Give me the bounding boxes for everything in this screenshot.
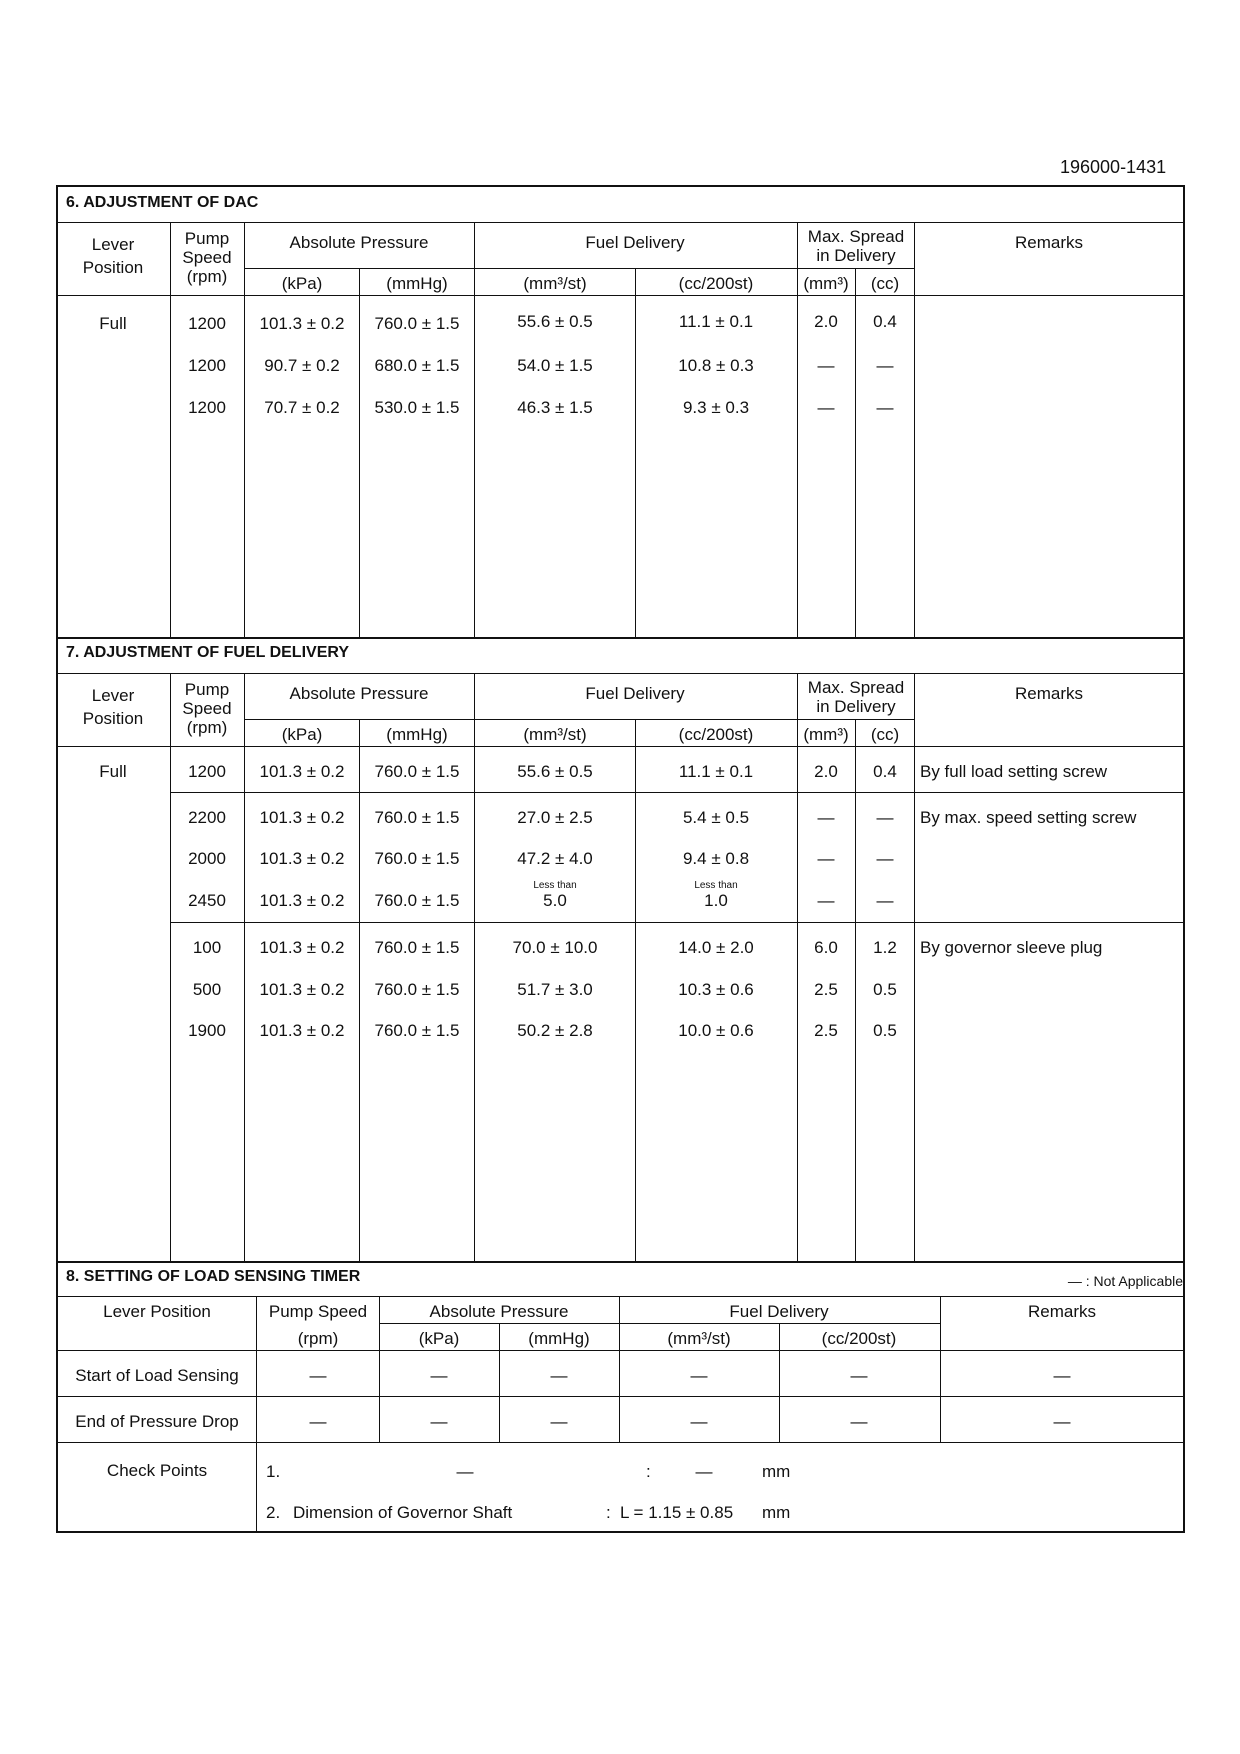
s7-hdr-kpa: (kPa): [281, 725, 323, 744]
table-cell: —: [550, 1366, 568, 1385]
s6-col-line: [855, 268, 856, 637]
check-point-value: L = 1.15 ± 0.85: [620, 1503, 734, 1522]
s8-title-line: [57, 1296, 1184, 1297]
s6-hdr-mm3st: (mm³/st): [523, 274, 587, 293]
table-cell: 2.0: [814, 762, 838, 781]
table-cell: 1200: [188, 398, 226, 417]
table-cell: 10.0 ± 0.6: [678, 1021, 754, 1040]
s8-col-line: [619, 1296, 620, 1442]
table-cell: 5.0: [543, 891, 567, 910]
document-number: 196000-1431: [1060, 157, 1167, 177]
table-cell: 1200: [188, 356, 226, 375]
table-cell: 1.2: [873, 938, 897, 957]
table-cell: —: [850, 1412, 868, 1431]
s6-hdr-mm3: (mm³): [803, 274, 849, 293]
table-cell: 1.0: [704, 891, 728, 910]
s6-hdr-pump-3: (rpm): [186, 267, 228, 286]
table-cell: —: [850, 1366, 868, 1385]
s8-row2-line: [57, 1442, 1184, 1443]
s7-hdr-mmhg: (mmHg): [386, 725, 448, 744]
s6-col-line: [797, 222, 798, 637]
s7-hdr-pump-3: (rpm): [186, 718, 228, 737]
remark-cell: By max. speed setting screw: [920, 808, 1137, 827]
s8-hdr-cc200st: (cc/200st): [821, 1329, 897, 1348]
check-point-value: —: [695, 1462, 713, 1481]
table-cell: 6.0: [814, 938, 838, 957]
table-cell: 101.3 ± 0.2: [259, 938, 345, 957]
s6-hdr-lever-2: Position: [82, 258, 144, 277]
table-cell: —: [876, 398, 894, 417]
s7-col-line: [635, 719, 636, 1261]
table-cell: —: [817, 808, 835, 827]
table-cell: —: [690, 1366, 708, 1385]
s8-hdr-pump: Pump Speed: [268, 1302, 368, 1321]
s8-subheader-line: [379, 1323, 940, 1324]
s7-hdr-spread-1: Max. Spread: [807, 678, 905, 697]
table-cell: 10.8 ± 0.3: [678, 356, 754, 375]
table-cell: 47.2 ± 4.0: [517, 849, 593, 868]
table-cell: 760.0 ± 1.5: [374, 314, 460, 333]
s8-hdr-rpm: (rpm): [297, 1329, 339, 1348]
table-cell: 2.0: [814, 312, 838, 331]
table-cell: 9.4 ± 0.8: [682, 849, 750, 868]
s7-col-line: [170, 673, 171, 1261]
less-than-label: Less than: [533, 880, 577, 891]
s6-col-line: [359, 268, 360, 637]
s8-hdr-fuel-delivery: Fuel Delivery: [729, 1302, 829, 1321]
s7-col-line: [244, 673, 245, 1261]
s7-hdr-remarks: Remarks: [1014, 684, 1084, 703]
s6-col-line: [170, 222, 171, 637]
table-cell: 760.0 ± 1.5: [374, 849, 460, 868]
s6-col-line: [244, 222, 245, 637]
table-cell: 55.6 ± 0.5: [517, 762, 593, 781]
table-cell: 2.5: [814, 980, 838, 999]
table-cell: —: [1053, 1366, 1071, 1385]
table-cell: 101.3 ± 0.2: [259, 980, 345, 999]
table-cell: 14.0 ± 2.0: [678, 938, 754, 957]
s6-col-line: [914, 222, 915, 637]
table-cell: —: [817, 356, 835, 375]
s6-hdr-spread-1: Max. Spread: [807, 227, 905, 246]
s7-end-line: [57, 1261, 1184, 1263]
s8-row-label: End of Pressure Drop: [75, 1412, 239, 1431]
table-cell: 2200: [188, 808, 226, 827]
table-cell: 101.3 ± 0.2: [259, 891, 345, 910]
table-cell: —: [876, 891, 894, 910]
frame-left: [56, 185, 58, 1533]
table-cell: 530.0 ± 1.5: [374, 398, 460, 417]
table-cell: 51.7 ± 3.0: [517, 980, 593, 999]
check-point-num: 1.: [266, 1462, 281, 1481]
table-cell: 760.0 ± 1.5: [374, 980, 460, 999]
s6-col-line: [474, 222, 475, 637]
s8-col-line: [499, 1323, 500, 1442]
table-cell: —: [1053, 1412, 1071, 1431]
table-cell: 760.0 ± 1.5: [374, 808, 460, 827]
s6-hdr-pump-2: Speed: [182, 248, 232, 267]
table-cell: 1900: [188, 1021, 226, 1040]
check-points-label: Check Points: [106, 1461, 208, 1480]
table-cell: 10.3 ± 0.6: [678, 980, 754, 999]
table-cell: 70.7 ± 0.2: [264, 398, 340, 417]
check-point-unit: mm: [762, 1462, 791, 1481]
table-cell: —: [876, 808, 894, 827]
table-cell: 90.7 ± 0.2: [264, 356, 340, 375]
remark-cell: By full load setting screw: [920, 762, 1108, 781]
s7-hdr-abs-pressure: Absolute Pressure: [289, 684, 429, 703]
table-cell: 100: [192, 938, 222, 957]
s7-col-line: [855, 719, 856, 1261]
s6-subheader-line: [244, 268, 915, 269]
table-cell: —: [817, 849, 835, 868]
s7-title-line: [57, 673, 1184, 674]
frame-right: [1183, 185, 1185, 1533]
s6-hdr-cc: (cc): [870, 274, 900, 293]
less-than-label: Less than: [694, 880, 738, 891]
table-cell: —: [817, 398, 835, 417]
table-cell: 101.3 ± 0.2: [259, 849, 345, 868]
s7-hdr-fuel-delivery: Fuel Delivery: [585, 684, 685, 703]
s6-col-line: [635, 268, 636, 637]
s8-hdr-mmhg: (mmHg): [528, 1329, 590, 1348]
s7-group-line: [170, 922, 1184, 923]
s6-hdr-abs-pressure: Absolute Pressure: [289, 233, 429, 252]
s7-lever-value: Full: [99, 762, 127, 781]
s8-col-line: [379, 1296, 380, 1442]
table-cell: 11.1 ± 0.1: [678, 312, 754, 331]
s7-col-line: [359, 719, 360, 1261]
section6-title: 6. ADJUSTMENT OF DAC: [66, 194, 259, 211]
table-cell: —: [550, 1412, 568, 1431]
s7-row1-line: [170, 792, 1184, 793]
table-cell: 760.0 ± 1.5: [374, 891, 460, 910]
frame-top: [56, 185, 1185, 187]
table-cell: 2.5: [814, 1021, 838, 1040]
s7-col-line: [797, 673, 798, 1261]
table-cell: 101.3 ± 0.2: [259, 314, 345, 333]
check-point-text: —: [456, 1462, 474, 1481]
table-cell: 101.3 ± 0.2: [259, 1021, 345, 1040]
section8-title: 8. SETTING OF LOAD SENSING TIMER: [66, 1268, 361, 1285]
table-cell: —: [817, 891, 835, 910]
s8-hdr-remarks: Remarks: [1027, 1302, 1097, 1321]
table-cell: 101.3 ± 0.2: [259, 762, 345, 781]
s7-subheader-line: [244, 719, 915, 720]
s8-col-line: [256, 1296, 257, 1532]
s6-hdr-remarks: Remarks: [1014, 233, 1084, 252]
table-cell: —: [309, 1412, 327, 1431]
table-cell: —: [430, 1412, 448, 1431]
table-cell: —: [430, 1366, 448, 1385]
s7-hdr-cc: (cc): [870, 725, 900, 744]
table-cell: 0.4: [873, 312, 897, 331]
s7-hdr-pump-2: Speed: [182, 699, 232, 718]
s8-row1-line: [57, 1396, 1184, 1397]
s8-header-line: [57, 1350, 1184, 1351]
s8-col-line: [940, 1296, 941, 1442]
remark-cell: By governor sleeve plug: [920, 938, 1103, 957]
s7-hdr-mm3: (mm³): [803, 725, 849, 744]
table-cell: 680.0 ± 1.5: [374, 356, 460, 375]
s7-header-line: [57, 746, 1184, 747]
check-point-colon: :: [646, 1462, 651, 1481]
table-cell: 50.2 ± 2.8: [517, 1021, 593, 1040]
s6-hdr-kpa: (kPa): [281, 274, 323, 293]
s6-header-line: [57, 295, 1184, 296]
table-cell: 27.0 ± 2.5: [517, 808, 593, 827]
table-cell: 760.0 ± 1.5: [374, 938, 460, 957]
s7-hdr-lever-1: Lever: [91, 686, 135, 705]
s6-hdr-mmhg: (mmHg): [386, 274, 448, 293]
s7-col-line: [474, 673, 475, 1261]
check-point-unit: mm: [762, 1503, 791, 1522]
s8-hdr-lever: Lever Position: [103, 1302, 211, 1321]
s7-hdr-cc200st: (cc/200st): [678, 725, 754, 744]
table-cell: 55.6 ± 0.5: [517, 312, 593, 331]
s7-hdr-lever-2: Position: [82, 709, 144, 728]
check-point-text: Dimension of Governor Shaft: [293, 1503, 513, 1522]
s8-hdr-mm3st: (mm³/st): [667, 1329, 731, 1348]
table-cell: 0.5: [873, 980, 897, 999]
s6-hdr-pump-1: Pump: [184, 229, 230, 248]
s8-hdr-abs-pressure: Absolute Pressure: [429, 1302, 569, 1321]
table-cell: 70.0 ± 10.0: [512, 938, 598, 957]
table-cell: —: [309, 1366, 327, 1385]
s8-col-line: [779, 1323, 780, 1442]
check-point-colon: :: [606, 1503, 611, 1522]
table-cell: 760.0 ± 1.5: [374, 762, 460, 781]
s7-hdr-mm3st: (mm³/st): [523, 725, 587, 744]
s8-row-label: Start of Load Sensing: [75, 1366, 239, 1385]
table-cell: 2450: [188, 891, 226, 910]
section7-title: 7. ADJUSTMENT OF FUEL DELIVERY: [66, 644, 349, 661]
table-cell: —: [876, 849, 894, 868]
table-cell: 0.5: [873, 1021, 897, 1040]
s7-col-line: [914, 673, 915, 1261]
table-cell: —: [876, 356, 894, 375]
table-cell: 9.3 ± 0.3: [682, 398, 750, 417]
frame-bottom: [56, 1531, 1185, 1533]
s6-hdr-fuel-delivery: Fuel Delivery: [585, 233, 685, 252]
check-point-num: 2.: [266, 1503, 281, 1522]
s8-hdr-kpa: (kPa): [418, 1329, 460, 1348]
table-cell: 500: [192, 980, 222, 999]
s7-hdr-spread-2: in Delivery: [816, 697, 896, 716]
table-cell: 760.0 ± 1.5: [374, 1021, 460, 1040]
s6-title-line: [57, 222, 1184, 223]
table-cell: 2000: [188, 849, 226, 868]
table-cell: 101.3 ± 0.2: [259, 808, 345, 827]
s6-hdr-cc200st: (cc/200st): [678, 274, 754, 293]
table-cell: 0.4: [873, 762, 897, 781]
table-cell: —: [690, 1412, 708, 1431]
table-cell: 54.0 ± 1.5: [517, 356, 593, 375]
s6-hdr-lever-1: Lever: [91, 235, 135, 254]
s7-hdr-pump-1: Pump: [184, 680, 230, 699]
s6-lever-value: Full: [99, 314, 127, 333]
table-cell: 5.4 ± 0.5: [682, 808, 750, 827]
s6-hdr-spread-2: in Delivery: [816, 246, 896, 265]
table-cell: 11.1 ± 0.1: [678, 762, 754, 781]
table-cell: 1200: [188, 314, 226, 333]
table-cell: 46.3 ± 1.5: [517, 398, 593, 417]
table-cell: 1200: [188, 762, 226, 781]
s6-end-line: [57, 637, 1184, 639]
not-applicable-note: — : Not Applicable: [1067, 1273, 1183, 1289]
